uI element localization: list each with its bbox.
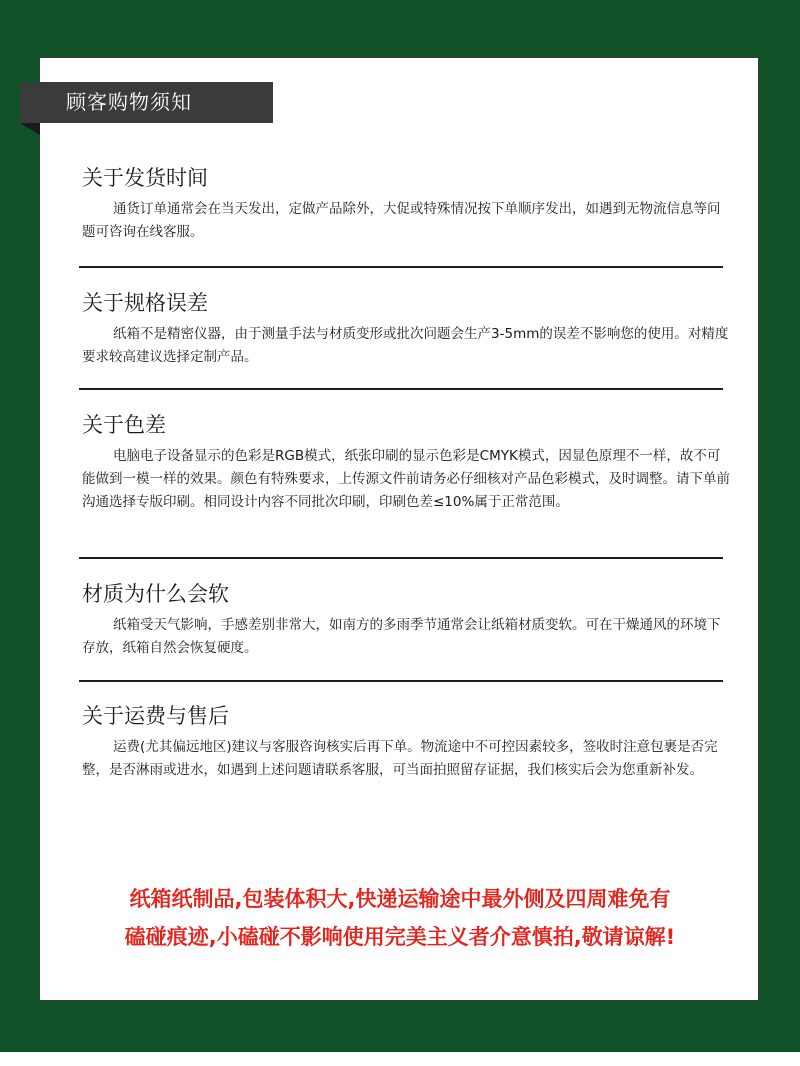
disclaimer-line: 磕碰痕迹,小磕碰不影响使用完美主义者介意慎拍,敬请谅解! — [124, 925, 676, 949]
section-body: 纸箱不是精密仪器，由于测量手法与材质变形或批次问题会生产3-5mm的误差不影响您的使用。对精度要求较高建议选择定制产品。 — [82, 326, 729, 365]
section-color-difference — [82, 411, 732, 514]
section-title: 关于发货时间 — [82, 166, 208, 190]
section-shipping-fee-aftersales — [82, 702, 732, 782]
section-title: 关于色差 — [82, 413, 166, 437]
section-body: 纸箱受天气影响，手感差别非常大，如南方的多雨季节通常会让纸箱材质变软。可在干燥通风的环境下存放，纸箱自然会恢复硬度。 — [82, 617, 721, 656]
section-body: 运费(尤其偏远地区)建议与客服咨询核实后再下单。物流途中不可控因素较多，签收时注意包裹是否完整，是否淋雨或进水，如遇到上述问题请联系客服，可当面拍照留存证据，我们核实后会为您重新补发。 — [82, 739, 718, 778]
section-divider — [79, 557, 723, 559]
page-title-banner — [20, 82, 273, 123]
section-material-softness — [82, 580, 732, 660]
section-size-tolerance — [82, 289, 732, 369]
disclaimer-line: 纸箱纸制品,包装体积大,快递运输途中最外侧及四周难免有 — [129, 887, 671, 911]
banner-fold — [20, 123, 40, 135]
section-divider — [79, 388, 723, 390]
section-divider — [79, 680, 723, 682]
damage-disclaimer — [60, 880, 740, 956]
section-title: 关于运费与售后 — [82, 704, 229, 728]
section-body: 通货订单通常会在当天发出，定做产品除外，大促或特殊情况按下单顺序发出，如遇到无物流信息等问题可咨询在线客服。 — [82, 201, 721, 240]
section-title: 关于规格误差 — [82, 291, 208, 315]
section-shipping-time — [82, 164, 732, 244]
section-body: 电脑电子设备显示的色彩是RGB模式，纸张印刷的显示色彩是CMYK模式，因显色原理不一样，故不可能做到一模一样的效果。颜色有特殊要求，上传源文件前请务必仔细核对产品色彩模式，及时调整。请下单前沟通选择专版印刷。相同设计内容不同批次印刷，印刷色差≤10%属于正常范围。 — [82, 448, 730, 510]
section-divider — [79, 266, 723, 268]
section-title: 材质为什么会软 — [82, 582, 229, 606]
page-title: 顾客购物须知 — [66, 90, 192, 114]
